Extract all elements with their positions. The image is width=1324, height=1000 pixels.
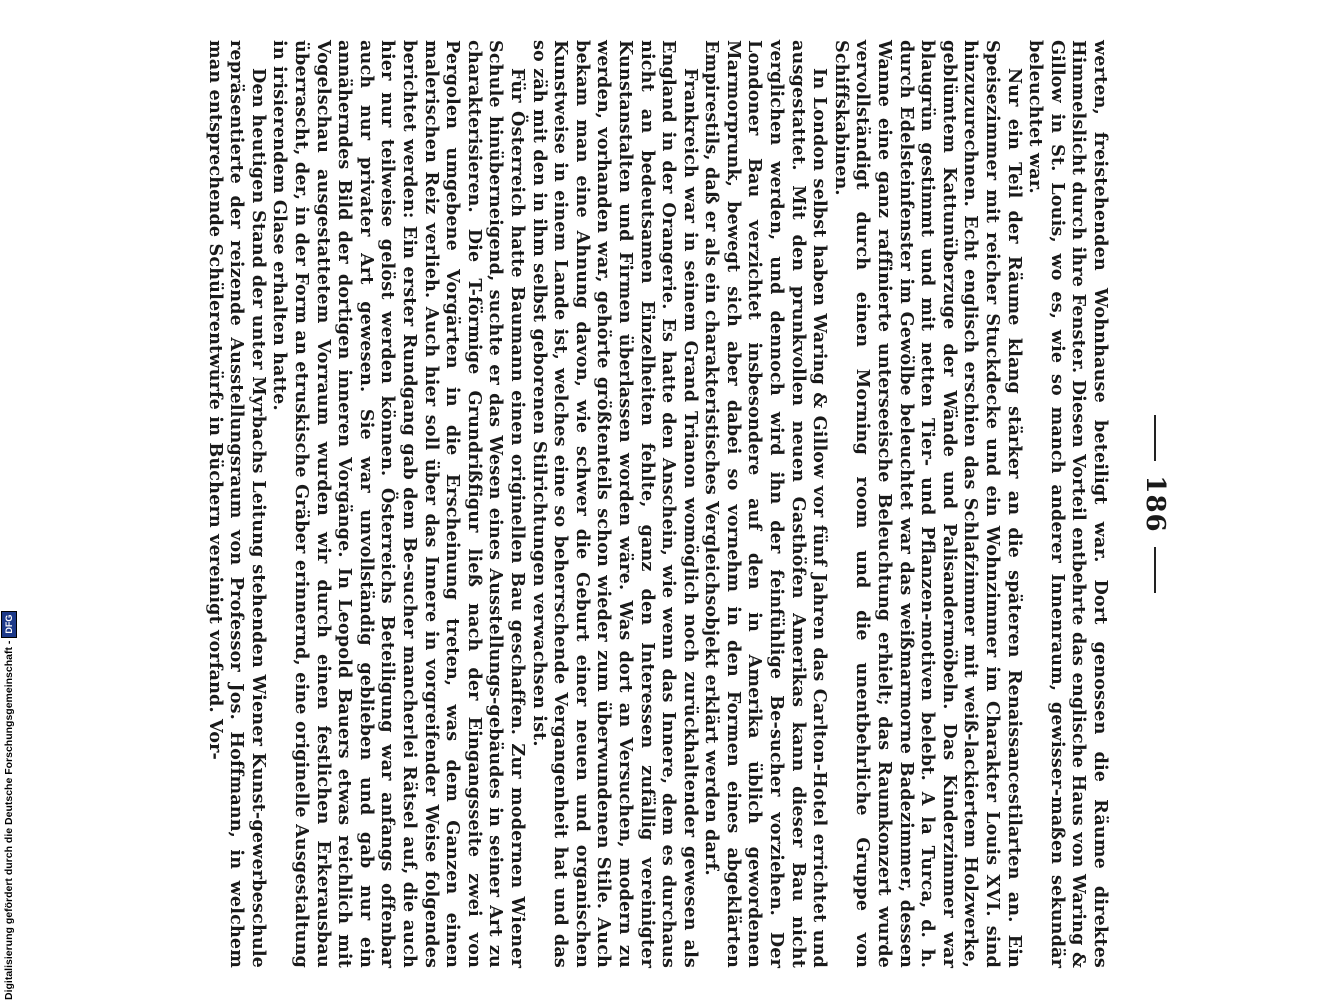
- paragraph: werten, freistehenden Wohnhause beteiligt war. Dort genossen die Räume direktes Himmelslicht durch ihre Fenster. Diesen Vorteil entbehrte das englische Haus von Waring & Gillow in St. Louis, wo es, wie so manch anderer Innenraum, gewisser-maßen sekundär beleuchtet war.: [1025, 40, 1111, 968]
- credit-text: Digitalisierung gefördert durch die Deutsche Forschungsgemeinschaft -: [3, 640, 15, 1000]
- scanned-page: [130, 16, 1185, 992]
- body-text: [204, 40, 1111, 968]
- digitization-credit: [0, 600, 18, 1000]
- dfg-logo-icon: DFG: [1, 611, 17, 638]
- paragraph: Nur ein Teil der Räume klang stärker an die späteren Renaissancestilarten an. Ein Speisezimmer mit reicher Stuckdecke und ein Wohnzimmer im Charakter Louis XVI. sind hinzuzurechnen. Echt englisch erschien das Schlafzimmer mit weiß-lackiertem Holzwerke, geblümtem Kattunüberzuge der Wände und Palisandermöbeln. Das Kinderzimmer war blaugrün gestimmt und mit netten Tier- und Pflanzen-motiven belebt. A la Turca, d. h. durch Edelsteinfenster im Gewölbe beleuchtet war das weißmarmorne Badezimmer, dessen Wanne eine ganz raffinierte unterseeische Beleuchtung erhielt; das Raumkonzert wurde vervollständigt durch einen Morning room und die unentbehrliche Gruppe von Schiffskabinen.: [830, 40, 1025, 968]
- page-header: [1125, 40, 1185, 968]
- page-number: 186: [1140, 475, 1170, 533]
- header-rule-left: [1154, 415, 1156, 461]
- paragraph: In London selbst haben Waring & Gillow vor fünf Jahren das Carlton-Hotel errichtet und ausgestattet. Mit den prunkvollen neuen Gasthöfen Amerikas kann dieser Bau nicht verglichen werden, und dennoch wird ihn der feinfühlige Be-sucher vorziehen. Der Londoner Bau verzichtet insbesondere auf den in Amerika üblich gewordenen Marmorprunk, bewegt sich aber dabei so vornehm in den Formen eines abgeklärten Empirestils, daß er als ein charakteristisches Vergleichsobjekt erklärt werden darf.: [701, 40, 831, 968]
- paragraph: Frankreich war in seinem Grand Trianon womöglich noch zurückhaltender gewesen als England in der Orangerie. Es hatte den Anschein, wie wenn das Innere, dem es durchaus nicht an bedeutsamen Einzelheiten fehlte, ganz den Interessen zufällig vereinigter Kunstanstalten und Firmen überlassen worden wäre. Was dort an Versuchen, modern zu werden, vorhanden war, gehörte größtenteils schon wieder zum überwundenen Stile. Auch bekam man eine Ahnung davon, wie schwer die Geburt einer neuen und organischen Kunstweise in einem Lande ist, welches eine so beherrschende Vergangenheit hat und das so zäh mit den in ihm selbst geborenen Stilrichtungen verwachsen ist.: [528, 40, 701, 968]
- paragraph: Für Österreich hatte Baumann einen originellen Bau geschaffen. Zur modernen Wiener Schule hinüberneigend, suchte er das Wesen eines Ausstellungs-gebäudes in seiner Art zu charakterisieren. Die T-förmige Grundrißfigur ließ nach der Eingangsseite zwei von Pergolen umgebene Vorgärten in die Erscheinung treten, was dem Ganzen einen malerischen Reiz verlieh. Auch hier soll über das Innere in vorgreifender Weise folgendes berichtet werden: Ein erster Rundgang gab dem Be-sucher mancherlei Rätsel auf, die auch hier nur teilweise gelöst werden können. Österreichs Beteiligung war anfangs offenbar auch nur privater Art gewesen. Sie war unvollständig geblieben und gab nur ein annäherndes Bild der dortigen inneren Vorgänge. In Leopold Bauers etwas reichlich mit Vogelschau ausgestattetem Vorraum wurden wir durch einen festlichen Erkerausbau überrascht, der, in der Form an etruskische Gräber erinnernd, eine originelle Ausgestaltung in irisierendem Glase erhalten hatte.: [269, 40, 528, 968]
- header-rule-right: [1154, 547, 1156, 593]
- paragraph: Den heutigen Stand der unter Myrbachs Leitung stehenden Wiener Kunst-gewerbeschule repräsentierte der reizende Ausstellungsraum von Professor Jos. Hoffmann, in welchem man entsprechende Schülerentwürfe in Büchern vereinigt vorfand. Vor-: [204, 40, 269, 968]
